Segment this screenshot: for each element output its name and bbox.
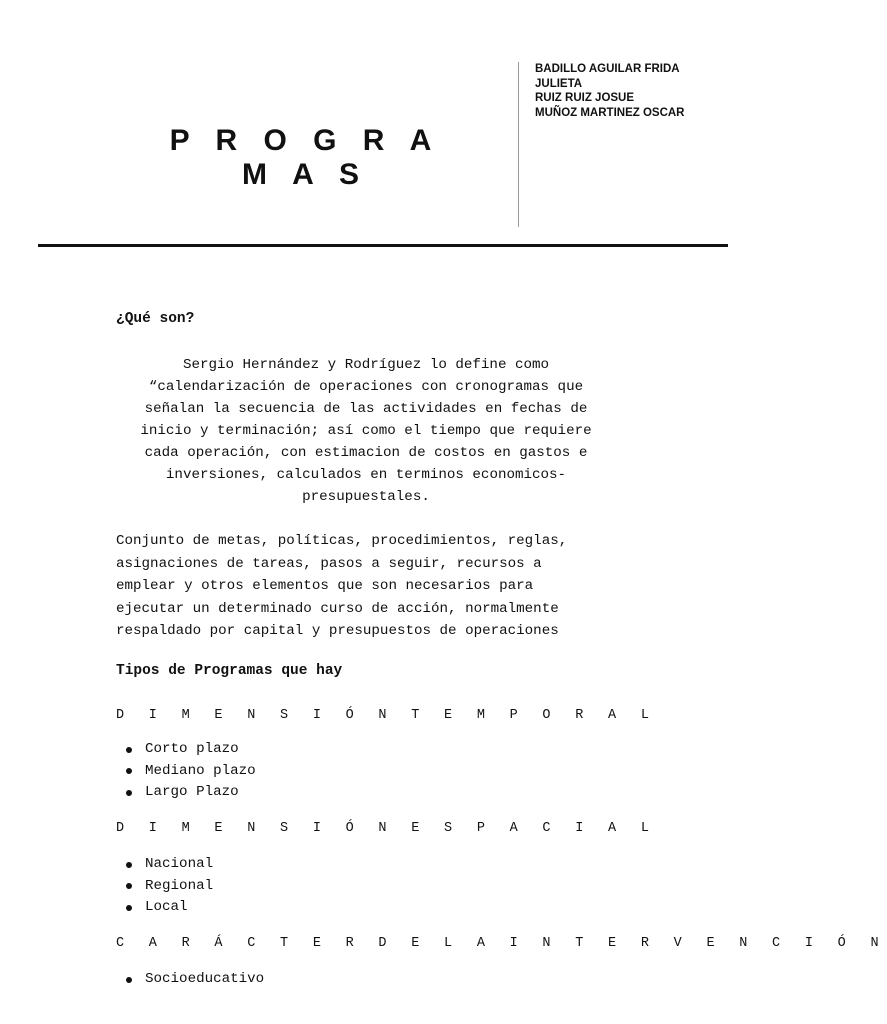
paragraph-line: asignaciones de tareas, pasos a seguir, recursos a (116, 555, 542, 572)
author-line: RUIZ RUIZ JOSUE (535, 92, 635, 104)
author-line: JULIETA (535, 77, 583, 90)
header-divider-vertical (518, 62, 519, 227)
list-item: Local (126, 897, 213, 919)
dimension-label-espacial: D I M E N S I Ó N E S P A C I A L (116, 821, 658, 836)
bullet-icon (126, 862, 132, 868)
list-item: Mediano plazo (126, 761, 256, 783)
paragraph-line: emplear y otros elementos que son necesarios para (116, 578, 534, 594)
author-line: BADILLO AGUILAR FRIDA (535, 63, 680, 75)
document-title: P R O G R A M A S (169, 124, 441, 191)
quote-line: cada operación, con estimacion de costos en gastos e (144, 445, 588, 461)
list-item: Nacional (126, 854, 213, 876)
bullet-icon (126, 747, 132, 753)
list-item: Socioeducativo (126, 969, 264, 991)
authors-block (535, 62, 750, 120)
paragraph-line: Conjunto de metas, políticas, procedimientos, reglas, (116, 533, 568, 549)
paragraph-line: ejecutar un determinado curso de acción, normalmente (116, 600, 559, 617)
quote-line: presupuestales. (302, 489, 430, 505)
dimension-label-intervencion: C A R Á C T E R D E L A I N T E R V E N C I Ó N (116, 936, 887, 951)
bullet-icon (126, 977, 132, 983)
bullet-icon (126, 905, 132, 911)
quote-line: Sergio Hernández y Rodríguez lo define como (182, 357, 550, 373)
heading-tipos: Tipos de Programas que hay (116, 663, 343, 679)
definition-quote (116, 354, 616, 508)
paragraph-line: respaldado por capital y presupuestos de operaciones (116, 623, 559, 639)
quote-line: señalan la secuencia de las actividades en fechas de (144, 401, 588, 417)
author-line: MUÑOZ MARTINEZ OSCAR (535, 106, 685, 119)
list-temporal (126, 739, 256, 804)
bullet-icon (126, 883, 132, 889)
list-intervencion (126, 969, 264, 991)
list-item: Largo Plazo (126, 782, 256, 804)
quote-line: “calendarización de operaciones con cronogramas que (148, 379, 584, 395)
bullet-icon (126, 768, 132, 774)
definition-paragraph (116, 530, 616, 643)
quote-line: inicio y terminación; así como el tiempo que requiere (140, 423, 592, 439)
bullet-icon (126, 790, 132, 796)
header-rule (38, 244, 728, 247)
dimension-label-temporal: D I M E N S I Ó N T E M P O R A L (116, 708, 658, 723)
quote-line: inversiones, calculados en terminos economicos- (165, 467, 567, 483)
heading-que-son: ¿Qué son? (116, 311, 195, 327)
list-espacial (126, 854, 213, 919)
list-item: Corto plazo (126, 739, 256, 761)
list-item: Regional (126, 876, 213, 898)
